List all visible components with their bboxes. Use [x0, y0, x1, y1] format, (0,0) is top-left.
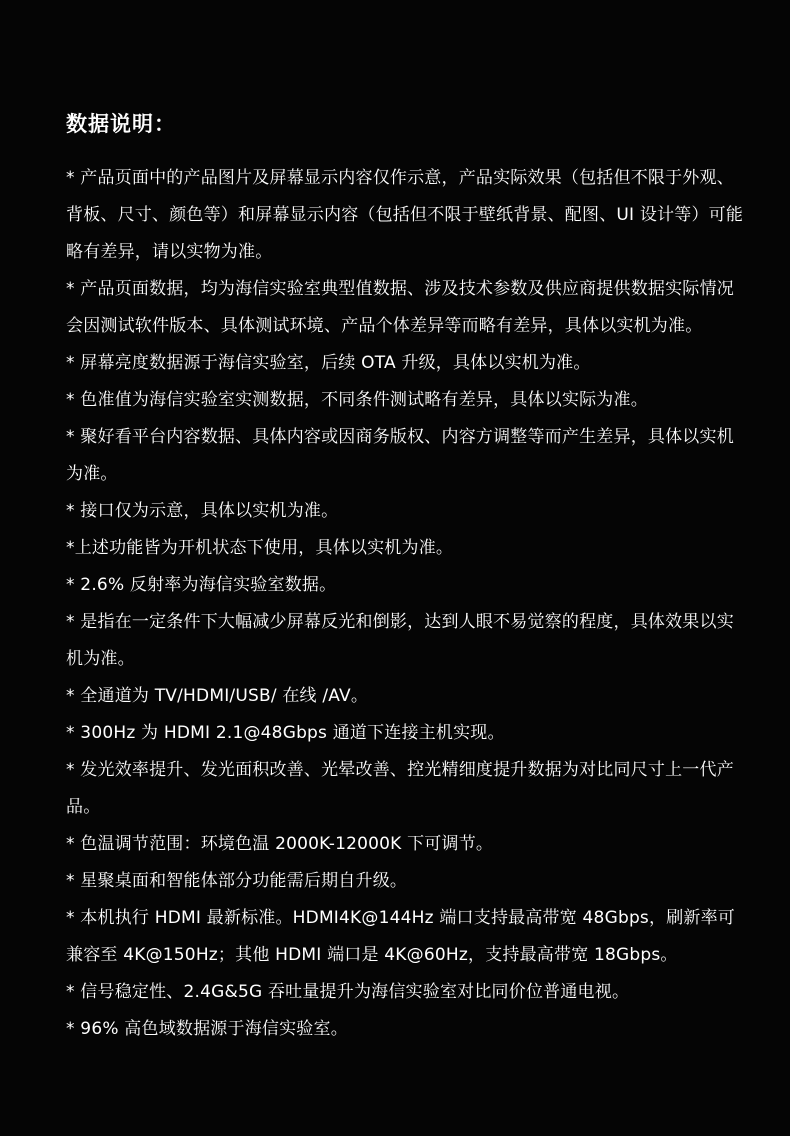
page-title: 数据说明： — [66, 112, 176, 136]
note-item: * 全通道为 TV/HDMI/USB/ 在线 /AV。 — [66, 686, 369, 706]
note-item: * 色准值为海信实验室实测数据，不同条件测试略有差异，具体以实际为准。 — [66, 390, 648, 410]
note-item: * 聚好看平台内容数据、具体内容或因商务版权、内容方调整等而产生差异，具体以实机为准。 — [66, 427, 734, 484]
notes-list — [66, 160, 746, 1048]
note-item: * 发光效率提升、发光面积改善、光晕改善、控光精细度提升数据为对比同尺寸上一代产品。 — [66, 760, 734, 817]
note-item: * 接口仅为示意，具体以实机为准。 — [66, 501, 339, 521]
note-item: * 产品页面中的产品图片及屏幕显示内容仅作示意，产品实际效果（包括但不限于外观、背板、尺寸、颜色等）和屏幕显示内容（包括但不限于壁纸背景、配图、UI 设计等）可能略有差异，请以实物为准。 — [66, 168, 744, 262]
note-item: *上述功能皆为开机状态下使用，具体以实机为准。 — [66, 538, 454, 558]
note-item: * 96% 高色域数据源于海信实验室。 — [66, 1019, 348, 1039]
note-item: * 本机执行 HDMI 最新标准。HDMI4K@144Hz 端口支持最高带宽 48Gbps，刷新率可兼容至 4K@150Hz；其他 HDMI 端口是 4K@60Hz，支持最高带宽 18Gbps。 — [66, 908, 735, 965]
note-item: * 信号稳定性、2.4G&5G 吞吐量提升为海信实验室对比同价位普通电视。 — [66, 982, 630, 1002]
note-item: * 星聚桌面和智能体部分功能需后期自升级。 — [66, 871, 408, 891]
note-item: * 2.6% 反射率为海信实验室数据。 — [66, 575, 337, 595]
note-item: * 300Hz 为 HDMI 2.1@48Gbps 通道下连接主机实现。 — [66, 723, 505, 743]
data-notes-section — [66, 108, 746, 1048]
note-item: * 产品页面数据，均为海信实验室典型值数据、涉及技术参数及供应商提供数据实际情况会因测试软件版本、具体测试环境、产品个体差异等而略有差异，具体以实机为准。 — [66, 279, 734, 336]
note-item: * 色温调节范围：环境色温 2000K-12000K 下可调节。 — [66, 834, 494, 854]
note-item: * 是指在一定条件下大幅减少屏幕反光和倒影，达到人眼不易觉察的程度，具体效果以实机为准。 — [66, 612, 734, 669]
note-item: * 屏幕亮度数据源于海信实验室，后续 OTA 升级，具体以实机为准。 — [66, 353, 591, 373]
